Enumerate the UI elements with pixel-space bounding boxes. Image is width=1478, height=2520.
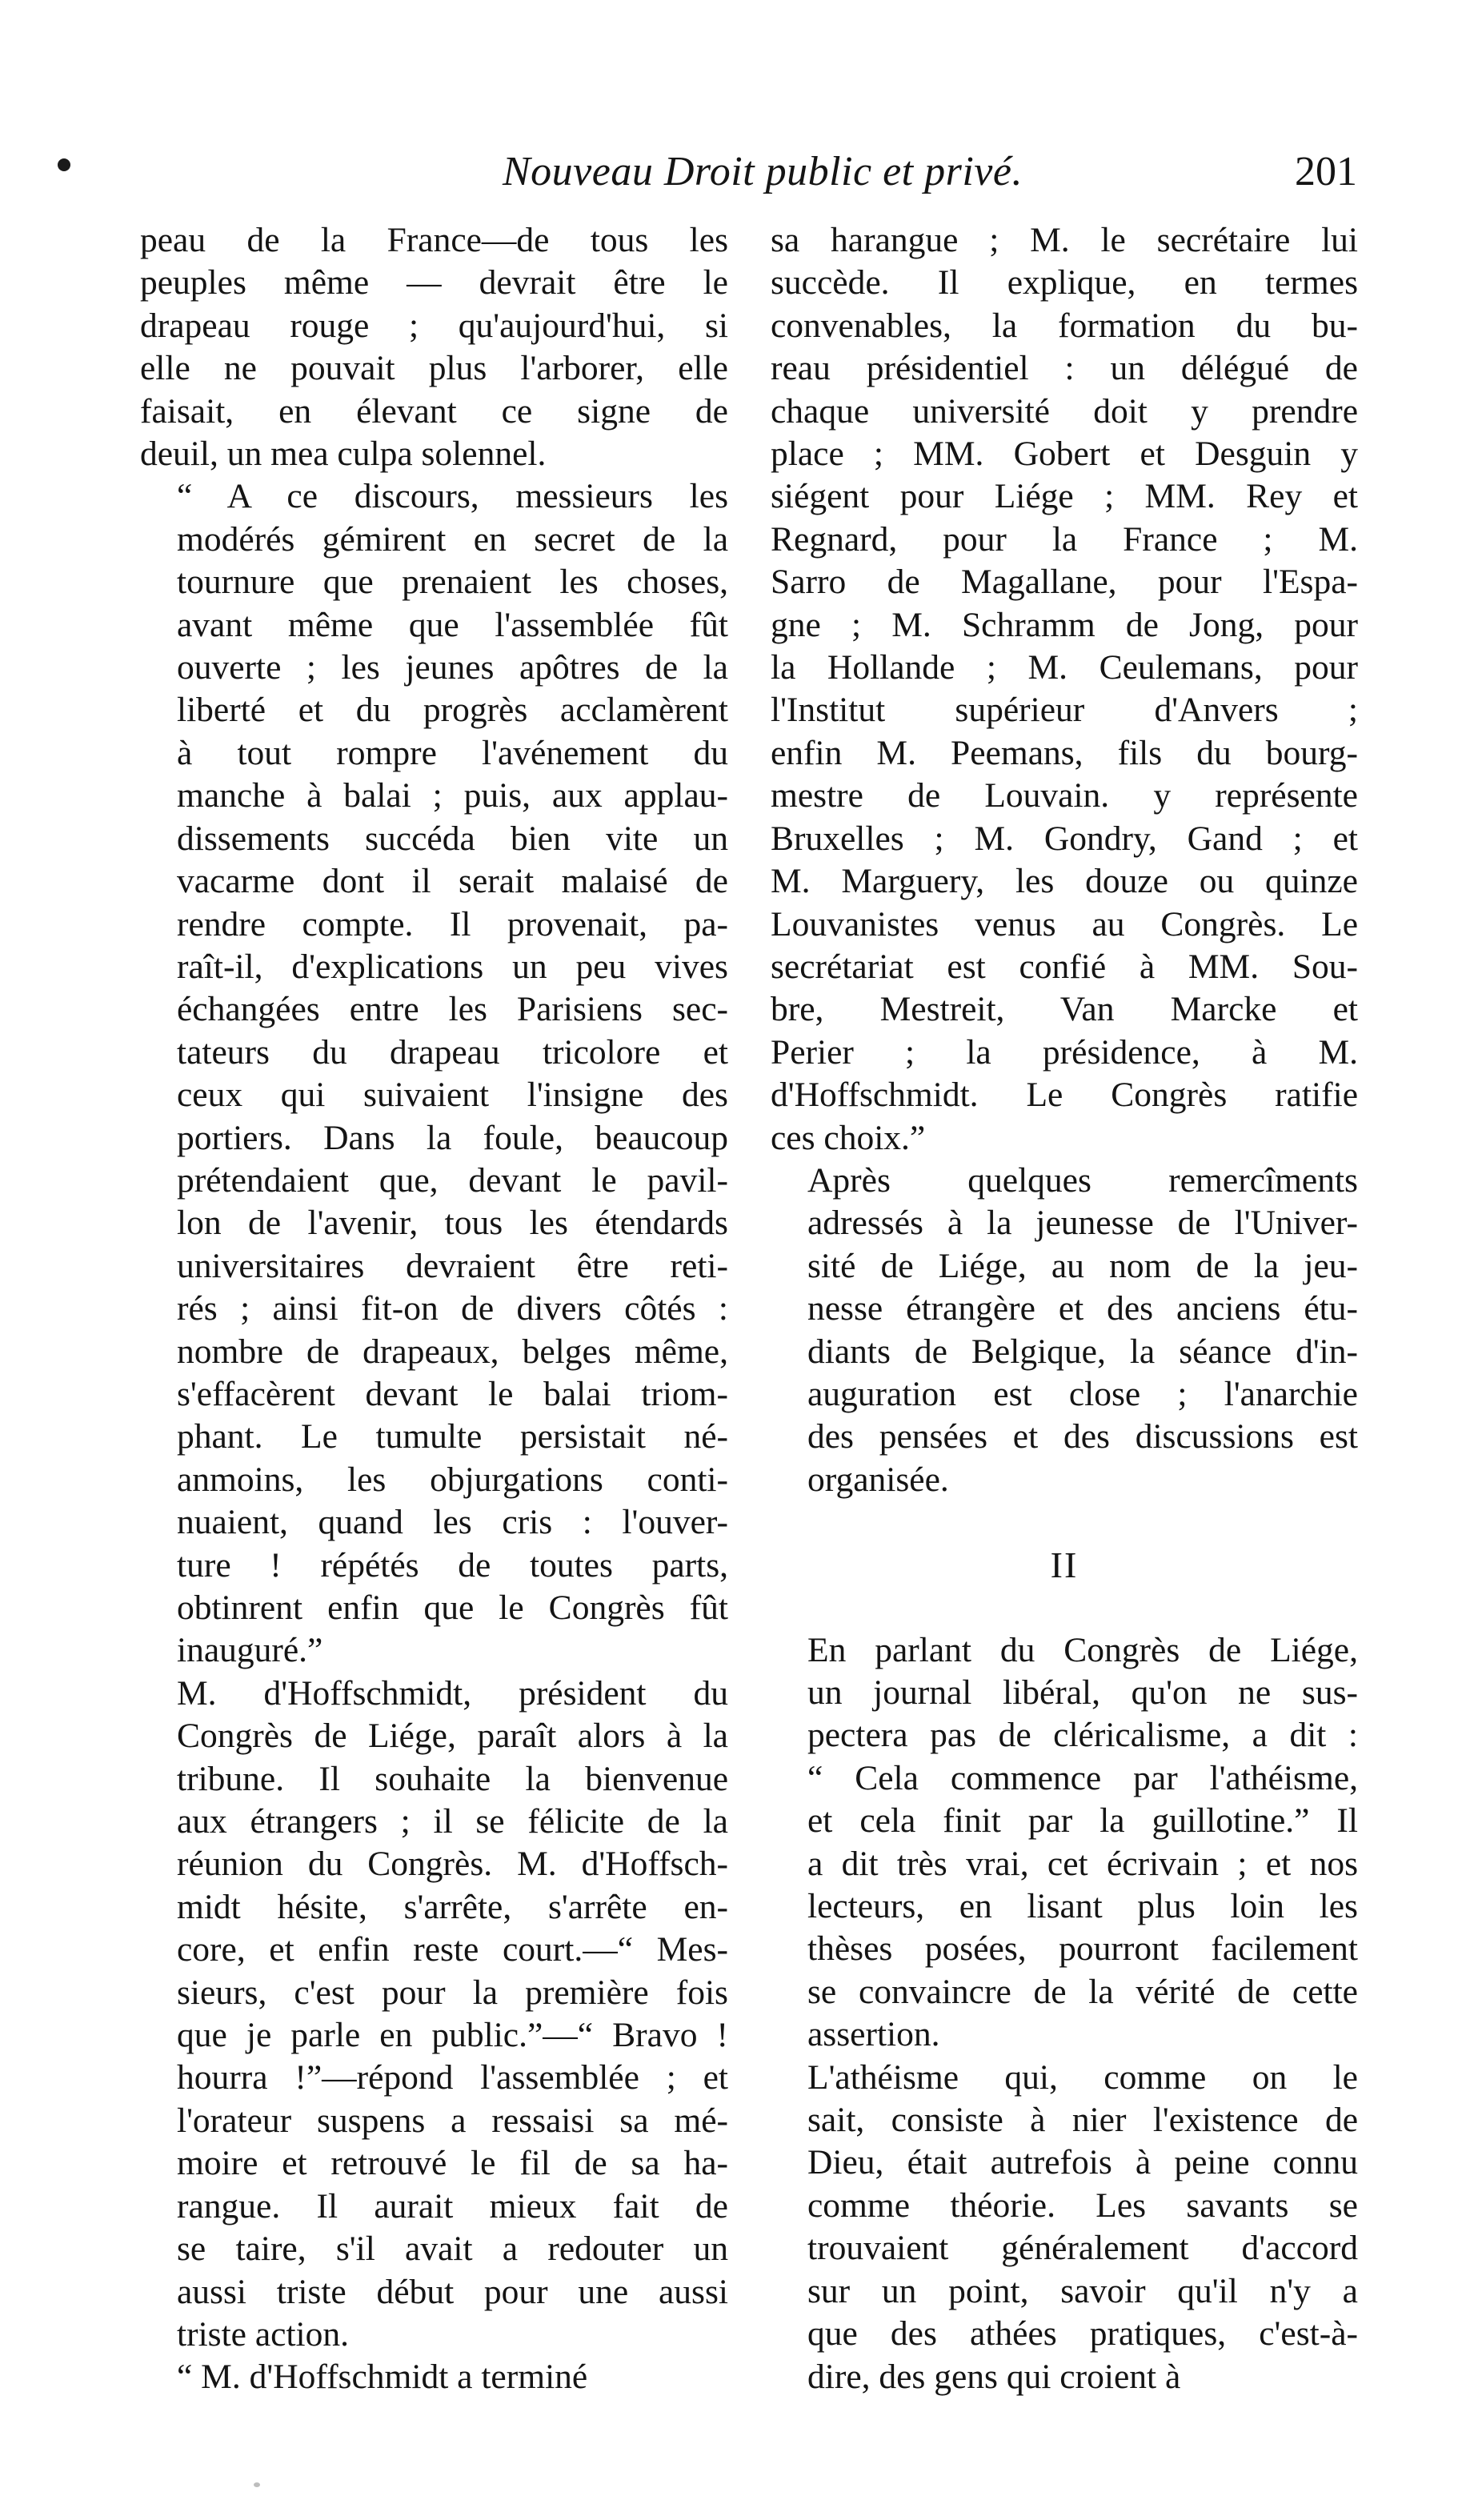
right-column-bottom bbox=[771, 1629, 1358, 2398]
text-line: chaque université doit y prendre bbox=[771, 391, 1358, 431]
text-line: M. d'Hoffschmidt, président du bbox=[177, 1673, 728, 1713]
text-line: rés ; ainsi fit-on de divers côtés : bbox=[177, 1289, 728, 1328]
text-line: aussi triste début pour une aussi bbox=[177, 2272, 728, 2311]
text-line: Dieu, était autrefois à peine connu bbox=[807, 2143, 1358, 2182]
text-line: core, et enfin reste court.—“ Mes- bbox=[177, 1930, 728, 1969]
text-line: deuil, un mea culpa solennel. bbox=[140, 435, 547, 474]
text-line: ture ! répétés de toutes parts, bbox=[177, 1545, 728, 1585]
text-line: raît-il, d'explications un peu vives bbox=[177, 947, 728, 986]
paragraph bbox=[140, 219, 728, 475]
text-line: dissements succéda bien vite un bbox=[177, 819, 728, 858]
text-line: convenables, la formation du bu- bbox=[771, 306, 1358, 345]
text-line: Sarro de Magallane, pour l'Espa- bbox=[771, 563, 1358, 602]
text-line: dire, des gens qui croient à bbox=[807, 2357, 1181, 2396]
text-line: que je parle en public.”—“ Bravo ! bbox=[177, 2016, 728, 2055]
text-line: trouvaient généralement d'accord bbox=[807, 2229, 1358, 2268]
text-line: L'athéisme qui, comme on le bbox=[807, 2057, 1358, 2097]
text-line: tateurs du drapeau tricolore et bbox=[177, 1032, 728, 1072]
text-line: universitaires devraient être reti- bbox=[177, 1246, 728, 1285]
text-line: sur un point, savoir qu'il n'y a bbox=[807, 2271, 1358, 2310]
text-line: tournure que prenaient les choses, bbox=[177, 563, 728, 602]
text-line: l'orateur suspens a ressaisi sa mé- bbox=[177, 2101, 728, 2140]
text-line: a dit très vrai, cet écrivain ; et nos bbox=[807, 1844, 1358, 1883]
left-column bbox=[140, 219, 728, 2399]
text-line: hourra !”—répond l'assemblée ; et bbox=[177, 2058, 728, 2097]
text-line: ouverte ; les jeunes apôtres de la bbox=[177, 648, 728, 687]
text-line: manche à balai ; puis, aux applau- bbox=[177, 776, 728, 815]
running-header bbox=[0, 144, 1478, 208]
paragraph bbox=[771, 219, 1358, 1160]
page-number: 201 bbox=[1295, 149, 1357, 194]
paragraph bbox=[140, 2356, 728, 2398]
text-line: triste action. bbox=[177, 2314, 350, 2354]
text-line: M. Marguery, les douze ou quinze bbox=[771, 862, 1358, 901]
paragraph bbox=[140, 475, 728, 1672]
text-line: adressés à la jeunesse de l'Univer- bbox=[807, 1204, 1358, 1243]
right-column bbox=[771, 219, 1358, 2398]
text-line: enfin M. Peemans, fils du bourg- bbox=[771, 733, 1358, 772]
text-line: mestre de Louvain. y représente bbox=[771, 776, 1358, 815]
text-line: nombre de drapeaux, belges même, bbox=[177, 1332, 728, 1371]
text-line: ceux qui suivaient l'insigne des bbox=[177, 1076, 728, 1115]
text-line: Après quelques remercîments bbox=[807, 1160, 1358, 1200]
text-line: “ M. d'Hoffschmidt a terminé bbox=[177, 2358, 588, 2397]
text-line: vacarme dont il serait malaisé de bbox=[177, 862, 728, 901]
text-line: lon de l'avenir, tous les étendards bbox=[177, 1204, 728, 1243]
text-line: réunion du Congrès. M. d'Hoffsch- bbox=[177, 1845, 728, 1884]
text-line: nuaient, quand les cris : l'ouver- bbox=[177, 1503, 728, 1542]
text-line: assertion. bbox=[807, 2015, 940, 2054]
text-line: des pensées et des discussions est bbox=[807, 1417, 1358, 1456]
text-line: s'effacèrent devant le balai triom- bbox=[177, 1374, 728, 1413]
text-line: portiers. Dans la foule, beaucoup bbox=[177, 1118, 728, 1157]
text-line: drapeau rouge ; qu'aujourd'hui, si bbox=[140, 306, 728, 345]
text-line: midt hésite, s'arrête, s'arrête en- bbox=[177, 1887, 728, 1926]
text-line: Congrès de Liége, paraît alors à la bbox=[177, 1717, 728, 1756]
text-line: sieurs, c'est pour la première fois bbox=[177, 1973, 728, 2012]
text-line: peuples même — devrait être le bbox=[140, 263, 728, 302]
text-line: “ Cela commence par l'athéisme, bbox=[807, 1758, 1358, 1797]
text-line: prétendaient que, devant le pavil- bbox=[177, 1160, 728, 1200]
text-line: se convaincre de la vérité de cette bbox=[807, 1972, 1358, 2011]
text-line: Louvanistes venus au Congrès. Le bbox=[771, 904, 1358, 943]
text-line: elle ne pouvait plus l'arborer, elle bbox=[140, 349, 728, 388]
text-line: peau de la France—de tous les bbox=[140, 221, 728, 259]
running-title: Nouveau Droit public et privé. bbox=[503, 149, 1023, 194]
text-line: place ; MM. Gobert et Desguin y bbox=[771, 435, 1358, 474]
text-line: aux étrangers ; il se félicite de la bbox=[177, 1802, 728, 1841]
text-line: siégent pour Liége ; MM. Rey et bbox=[771, 477, 1358, 516]
text-line: auguration est close ; l'anarchie bbox=[807, 1374, 1358, 1413]
text-line: gne ; M. Schramm de Jong, pour bbox=[771, 605, 1358, 644]
text-line: modérés gémirent en secret de la bbox=[177, 519, 728, 559]
paragraph bbox=[771, 2057, 1358, 2398]
text-line: secrétariat est confié à MM. Sou- bbox=[771, 947, 1358, 986]
text-line: Perier ; la présidence, à M. bbox=[771, 1032, 1358, 1072]
text-line: succède. Il explique, en termes bbox=[771, 263, 1358, 302]
text-line: lecteurs, en lisant plus loin les bbox=[807, 1887, 1358, 1926]
margin-dot bbox=[58, 158, 70, 171]
text-line: un journal libéral, qu'on ne sus- bbox=[807, 1673, 1358, 1712]
text-line: d'Hoffschmidt. Le Congrès ratifie bbox=[771, 1076, 1358, 1115]
text-line: liberté et du progrès acclamèrent bbox=[177, 691, 728, 730]
text-line: En parlant du Congrès de Liége, bbox=[807, 1630, 1358, 1669]
text-line: anmoins, les objurgations conti- bbox=[177, 1460, 728, 1499]
text-line: sait, consiste à nier l'existence de bbox=[807, 2101, 1358, 2140]
text-line: et cela finit par la guillotine.” Il bbox=[807, 1801, 1358, 1841]
text-line: obtinrent enfin que le Congrès fût bbox=[177, 1589, 728, 1627]
text-line: nesse étrangère et des anciens étu- bbox=[807, 1289, 1358, 1328]
text-line: rendre compte. Il provenait, pa- bbox=[177, 904, 728, 943]
text-line: pectera pas de cléricalisme, a dit : bbox=[807, 1716, 1358, 1755]
text-line: Bruxelles ; M. Gondry, Gand ; et bbox=[771, 819, 1358, 858]
paper-speck bbox=[254, 2482, 260, 2487]
text-line: sité de Liége, au nom de la jeu- bbox=[807, 1246, 1358, 1285]
text-line: comme théorie. Les savants se bbox=[807, 2185, 1358, 2225]
paragraph bbox=[771, 1160, 1358, 1501]
text-line: rangue. Il aurait mieux fait de bbox=[177, 2186, 728, 2226]
paragraph bbox=[771, 1629, 1358, 2057]
text-line: se taire, s'il avait a redouter un bbox=[177, 2230, 728, 2269]
text-line: l'Institut supérieur d'Anvers ; bbox=[771, 691, 1358, 730]
text-line: la Hollande ; M. Ceulemans, pour bbox=[771, 648, 1358, 687]
text-line: avant même que l'assemblée fût bbox=[177, 605, 728, 644]
text-line: phant. Le tumulte persistait né- bbox=[177, 1417, 728, 1456]
text-line: que des athées pratiques, c'est-à- bbox=[807, 2314, 1358, 2354]
text-line: à tout rompre l'avénement du bbox=[177, 733, 728, 772]
text-line: sa harangue ; M. le secrétaire lui bbox=[771, 221, 1358, 259]
text-line: tribune. Il souhaite la bienvenue bbox=[177, 1759, 728, 1798]
text-line: ces choix.” bbox=[771, 1118, 926, 1157]
text-line: faisait, en élevant ce signe de bbox=[140, 391, 728, 431]
text-line: thèses posées, pourront facilement bbox=[807, 1929, 1358, 1969]
text-line: “ A ce discours, messieurs les bbox=[177, 477, 728, 516]
text-line: bre, Mestreit, Van Marcke et bbox=[771, 990, 1358, 1029]
section-heading: II bbox=[1050, 1544, 1079, 1586]
right-column-top bbox=[771, 219, 1358, 1501]
text-line: Regnard, pour la France ; M. bbox=[771, 519, 1358, 559]
text-line: diants de Belgique, la séance d'in- bbox=[807, 1332, 1358, 1371]
text-line: échangées entre les Parisiens sec- bbox=[177, 990, 728, 1029]
paragraph bbox=[140, 1673, 728, 2357]
text-line: organisée. bbox=[807, 1460, 949, 1499]
text-line: inauguré.” bbox=[177, 1631, 323, 1670]
text-line: reau présidentiel : un délégué de bbox=[771, 349, 1358, 388]
text-line: moire et retrouvé le fil de sa ha- bbox=[177, 2144, 728, 2183]
